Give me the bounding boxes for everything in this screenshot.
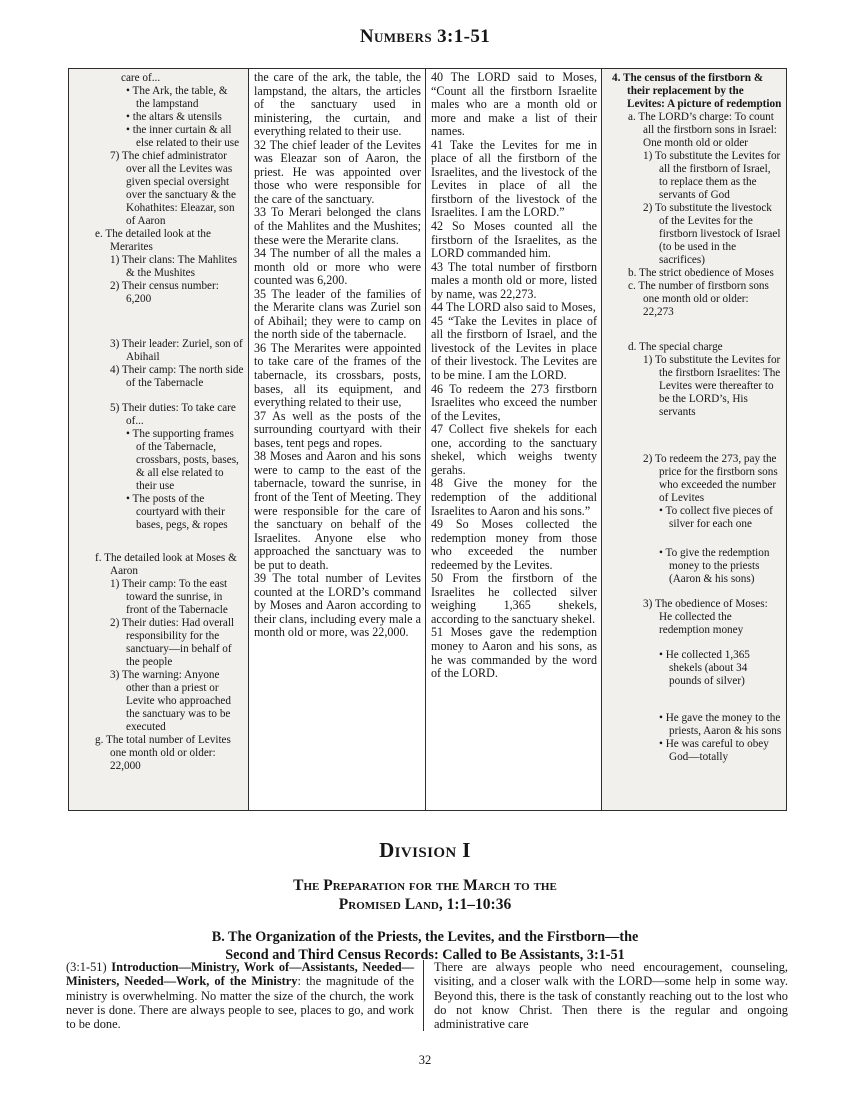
outline-item: • The Ark, the table, & the lampstand: [126, 85, 228, 110]
verse-paragraph: 33 To Merari belonged the clans of the Mahlites and the Mushites; these were the Merarite clans.: [254, 205, 421, 247]
verse-paragraph: 39 The total number of Levites counted at the LORD’s command by Moses and Aaron according to their clans, including every male a month old or more, was 22,000.: [254, 571, 421, 640]
commentary-left-rest: : the magnitude of the ministry is overwhelming. No matter the size of the church, the work never is done. There are always people to see, places to go, and work to be done.: [66, 974, 414, 1032]
outline-item: 3) Their leader: Zuriel, son of Abihail: [110, 338, 243, 363]
outline-item: g. The total number of Levites one month old or older: 22,000: [95, 734, 231, 772]
section-heading-line1: B. The Organization of the Priests, the Levites, and the Firstborn—the: [211, 929, 639, 945]
commentary-right-paragraph: There are always people who need encouragement, counseling, visiting, and a closer walk with the LORD—some help in some way. Beyond this, there is the task of constantly reaching out to the lost who do not know Christ. Then there is the regular and ongoing administrative care: [434, 960, 788, 1032]
outline-item: a. The LORD’s charge: To count all the firstborn sons in Israel: One month old or older: [628, 111, 777, 149]
outline-column-right: [601, 69, 786, 810]
commentary-right-column: [423, 960, 788, 1031]
section-heading: [0, 929, 850, 964]
outline-item: • To give the redemption money to the priests (Aaron & his sons): [659, 547, 770, 585]
outline-item: 3) The warning: Anyone other than a priest or Levite who approached the sanctuary was to be executed: [110, 669, 231, 733]
outline-item: 2) To substitute the livestock of the Levites for the firstborn livestock of Israel (to be used in the sacrifices): [643, 202, 781, 266]
outline-item: 7) The chief administrator over all the Levites was given special oversight over the sanctuary & the Kohathites: Eleazar, son of Aaron: [110, 150, 236, 227]
verse-paragraph: 43 The total number of firstborn males a month old or more, listed by name, was 22,273.: [431, 259, 597, 301]
outline-item: b. The strict obedience of Moses: [628, 267, 774, 279]
verse-paragraph: the care of the ark, the table, the lampstand, the altars, the articles of the sanctuary used in ministering, the curtain, and everything related to their use.: [254, 70, 421, 139]
commentary-left-paragraph: [66, 960, 414, 1031]
outline-item: 5) Their duties: To take care of...: [110, 402, 236, 427]
scripture-column-1: [248, 69, 425, 810]
verse-paragraph: 42 So Moses counted all the firstborn of the Israelites, as the LORD commanded him.: [431, 219, 597, 261]
outline-item: • To collect five pieces of silver for each one: [659, 505, 773, 530]
verse-paragraph: 46 To redeem the 273 firstborn Israelites who exceed the number of the Levites,: [431, 381, 597, 423]
verse-paragraph: 34 The number of all the males a month old or more who were counted was 6,200.: [254, 246, 421, 288]
outline-item: 1) Their clans: The Mahlites & the Mushites: [110, 254, 237, 279]
outline-column-left: [69, 69, 248, 810]
commentary-left-column: [66, 960, 423, 1031]
verse-paragraph: 48 Give the money for the redemption of the additional Israelites to Aaron and his sons.”: [431, 476, 597, 518]
outline-item: e. The detailed look at the Merarites: [95, 228, 211, 253]
outline-item: 2) Their duties: Had overall responsibility for the sanctuary—in behalf of the people: [110, 617, 235, 668]
outline-item: 2) Their census number: 6,200: [110, 280, 219, 305]
outline-item: • He gave the money to the priests, Aaron & his sons: [659, 712, 782, 737]
outline-item: • The supporting frames of the Tabernacle, crossbars, posts, bases, & all else related to their use: [126, 428, 239, 492]
outline-item: • He collected 1,365 shekels (about 34 pounds of silver): [659, 649, 750, 687]
verse-paragraph: 37 As well as the posts of the surrounding courtyard with their bases, tent pegs and ropes.: [254, 408, 421, 450]
verse-paragraph: 41 Take the Levites for me in place of all the firstborn of the Israelites, and the livestock of the Levites in place of all the firstborn of the livestock of the Israelites. I am the LORD.”: [431, 137, 597, 220]
division-title: Division I: [379, 838, 471, 862]
outline-item: 1) Their camp: To the east toward the sunrise, in front of the Tabernacle: [110, 578, 228, 616]
verse-paragraph: 32 The chief leader of the Levites was Eleazar son of Aaron, the priest. He was appointed over those who were responsible for the care of the sanctuary.: [254, 137, 421, 206]
outline-item: 1) To substitute the Levites for all the firstborn of Israel, to replace them as the servants of God: [643, 150, 781, 201]
division-block: [0, 838, 850, 964]
outline-item: 1) To substitute the Levites for the firstborn Israelites: The Levites were thereafter to be the LORD’s, His servants: [643, 354, 781, 418]
outline-item: f. The detailed look at Moses & Aaron: [95, 552, 237, 577]
verse-paragraph: 44 The LORD also said to Moses,: [431, 300, 596, 315]
outline-item: • The posts of the courtyard with their bases, pegs, & ropes: [126, 493, 228, 531]
commentary-lead-bold: Introduction—Ministry, Work of—Assistants, Needed—Ministers, Needed—Work, of the Ministry: [66, 960, 414, 989]
verse-paragraph: 38 Moses and Aaron and his sons were to camp to the east of the tabernacle, toward the sunrise, in front of the Tent of Meeting. They were responsible for the care of the sanctuary on behalf of the Israelites. Anyone else who approached the sanctuary was to be put to death.: [254, 449, 421, 572]
outline-item: d. The special charge: [628, 341, 723, 353]
division-subtitle-line2: Promised Land, 1:1–10:36: [338, 896, 512, 913]
verse-paragraph: 36 The Merarites were appointed to take care of the frames of the tabernacle, its crossbars, posts, bases, all its equipment, and everything related to their use,: [254, 340, 421, 410]
division-subtitle-line1: The Preparation for the March to the: [293, 877, 557, 894]
section-heading-line2: Second and Third Census Records: Called to Be Assistants, 3:1-51: [225, 946, 625, 963]
outline-item: • the altars & utensils: [126, 111, 222, 123]
outline-item: • He was careful to obey God—totally: [659, 738, 769, 763]
outline-item: 4. The census of the firstborn & their replacement by the Levites: A picture of redemption: [612, 72, 782, 110]
outline-scripture-box: [68, 68, 787, 811]
verse-paragraph: 50 From the firstborn of the Israelites he collected silver weighing 1,365 shekels, according to the sanctuary shekel.: [431, 571, 597, 626]
page-number: 32: [418, 1053, 432, 1067]
commentary-section: [66, 960, 788, 1031]
scripture-column-2: [425, 69, 601, 810]
division-subtitle: [0, 876, 850, 914]
outline-item: 2) To redeem the 273, pay the price for the firstborn sons who exceeded the number of Levites: [643, 453, 778, 504]
outline-item: c. The number of firstborn sons one month old or older: 22,273: [628, 280, 769, 318]
verse-paragraph: 35 The leader of the families of the Merarite clans was Zuriel son of Abihail; they were to camp on the north side of the tabernacle.: [254, 286, 421, 342]
verse-paragraph: 49 So Moses collected the redemption money from those who exceeded the number redeemed by the Levites.: [431, 517, 597, 572]
outline-item: 4) Their camp: The north side of the Tabernacle: [110, 364, 244, 389]
verse-paragraph: 47 Collect five shekels for each one, according to the sanctuary shekel, which weighs twenty gerahs.: [431, 422, 597, 477]
outline-item: care of...: [121, 72, 161, 84]
verse-paragraph: 45 “Take the Levites in place of all the firstborn of Israel, and the livestock of the Levites in place of their livestock. The Levites are to be mine. I am the LORD.: [431, 313, 597, 383]
outline-item: • the inner curtain & all else related to their use: [126, 124, 240, 149]
verse-paragraph: 40 The LORD said to Moses, “Count all the firstborn Israelite males who are a month old or more and make a list of their names.: [431, 70, 597, 139]
verse-paragraph: 51 Moses gave the redemption money to Aaron and his sons, as he was commanded by the word of the LORD.: [431, 625, 597, 681]
page-title: Numbers 3:1-51: [359, 26, 491, 47]
outline-item: 3) The obedience of Moses: He collected the redemption money: [643, 598, 768, 636]
commentary-ref: (3:1-51): [66, 960, 112, 974]
